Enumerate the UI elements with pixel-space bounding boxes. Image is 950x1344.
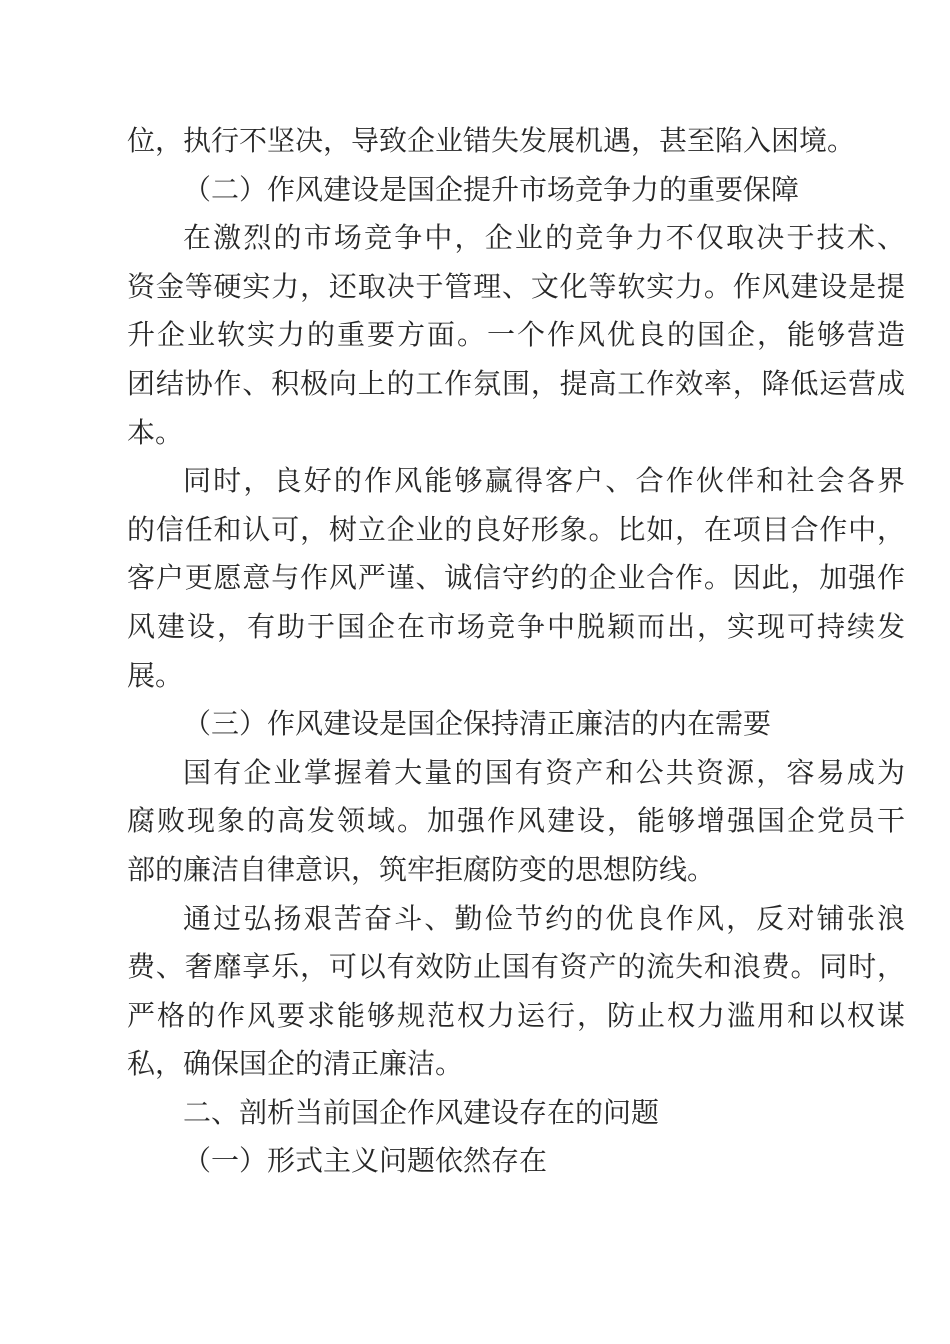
heading-subsection-3: （三）作风建设是国企保持清正廉洁的内在需要: [183, 709, 772, 741]
body-text-line: 费、奢靡享乐，可以有效防止国有资产的流失和浪费。同时，: [127, 952, 905, 984]
body-text-line: 国有企业掌握着大量的国有资产和公共资源，容易成为: [183, 757, 905, 789]
heading-subsection-1: （一）形式主义问题依然存在: [183, 1146, 548, 1178]
body-text-line: 私，确保国企的清正廉洁。: [127, 1049, 464, 1081]
body-text-line: 位，执行不坚决，导致企业错失发展机遇，甚至陷入困境。: [127, 126, 856, 157]
heading-section-2: 二、剖析当前国企作风建设存在的问题: [183, 1097, 660, 1129]
body-text-line: 同时，良好的作风能够赢得客户、合作伙伴和社会各界: [183, 466, 905, 498]
body-text-line: 升企业软实力的重要方面。一个作风优良的国企，能够营造: [127, 320, 905, 352]
heading-subsection-2: （二）作风建设是国企提升市场竞争力的重要保障: [183, 174, 800, 206]
body-text-line: 风建设，有助于国企在市场竞争中脱颖而出，实现可持续发: [127, 611, 905, 643]
body-text-line: 资金等硬实力，还取决于管理、文化等软实力。作风建设是提: [127, 271, 905, 303]
body-text-line: 通过弘扬艰苦奋斗、勤俭节约的优良作风，反对铺张浪: [183, 903, 905, 935]
body-text-line: 在激烈的市场竞争中，企业的竞争力不仅取决于技术、: [183, 223, 905, 255]
body-text-line: 部的廉洁自律意识，筑牢拒腐防变的思想防线。: [127, 854, 716, 886]
body-text-line: 的信任和认可，树立企业的良好形象。比如，在项目合作中，: [127, 514, 905, 546]
body-text-line: 客户更愿意与作风严谨、诚信守约的企业合作。因此，加强作: [127, 563, 905, 595]
body-text-line: 严格的作风要求能够规范权力运行，防止权力滥用和以权谋: [127, 1000, 905, 1032]
body-text-line: 团结协作、积极向上的工作氛围，提高工作效率，降低运营成: [127, 368, 905, 400]
body-text-line: 本。: [127, 417, 184, 449]
body-text-line: 腐败现象的高发领域。加强作风建设，能够增强国企党员干: [127, 806, 905, 838]
body-text-line: 展。: [127, 660, 184, 692]
